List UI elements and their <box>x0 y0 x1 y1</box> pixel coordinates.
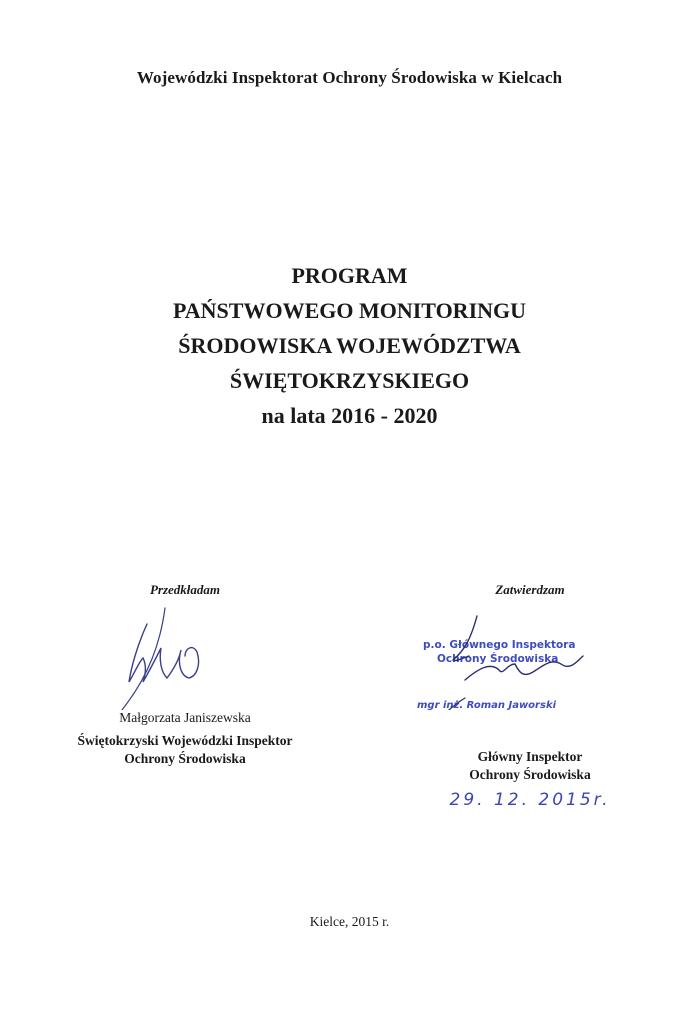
place-and-date: Kielce, 2015 r. <box>309 914 390 929</box>
right-handwritten-signature <box>395 598 665 710</box>
right-signature-area <box>395 598 665 710</box>
left-signatory-role-line-2: Ochrony Środowiska <box>124 751 246 766</box>
title-line-5: na lata 2016 - 2020 <box>261 403 438 428</box>
left-signatory-label: Przedkładam <box>149 582 221 597</box>
title-line-3: ŚRODOWISKA WOJEWÓDZTWA <box>178 333 521 358</box>
right-signatory-role-line-1: Główny Inspektor <box>477 749 583 764</box>
title-line-1: PROGRAM <box>291 263 408 288</box>
right-signatory <box>395 582 665 810</box>
handwritten-approval-date: 29. 12. 2015r. <box>449 790 611 810</box>
right-signatory-label: Zatwierdzam <box>495 582 565 597</box>
right-signatory-role-line-2: Ochrony Środowiska <box>469 767 591 782</box>
document-title <box>0 258 699 433</box>
left-handwritten-signature <box>55 598 315 710</box>
left-signatory <box>55 582 315 768</box>
title-line-4: ŚWIĘTOKRZYSKIEGO <box>229 368 470 393</box>
stamp-line-1: p.o. Głównego Inspektora <box>423 639 576 651</box>
stamp-line-2: Ochrony Środowiska <box>437 653 559 665</box>
stamp-officer-name: mgr inż. Roman Jaworski <box>417 700 557 711</box>
left-signature-area <box>55 598 315 710</box>
title-line-2: PAŃSTWOWEGO MONITORINGU <box>172 298 527 323</box>
left-signatory-name: Małgorzata Janiszewska <box>119 710 251 725</box>
left-signatory-role-line-1: Świętokrzyski Wojewódzki Inspektor <box>77 733 293 748</box>
institution-header: Wojewódzki Inspektorat Ochrony Środowiska w Kielcach <box>136 68 563 87</box>
